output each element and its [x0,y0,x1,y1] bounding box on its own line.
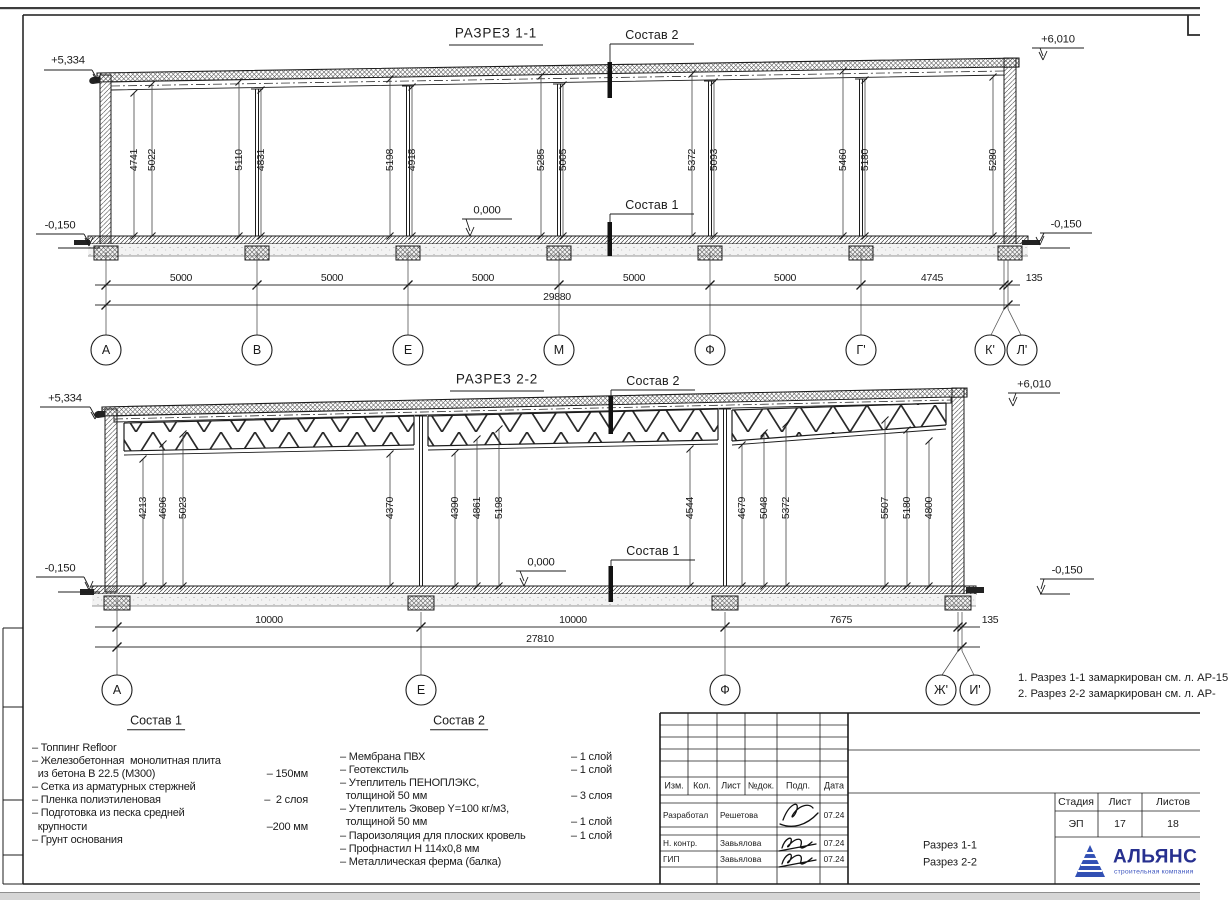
spec-item: – Геотекстиль [340,764,409,777]
titleblock-date: 07.24 [823,837,845,848]
elevation-label: -0,150 [1051,564,1083,577]
spec-value: –200 мм [266,820,308,833]
dim-label: 4213 [137,496,149,520]
dim-label: 5198 [384,148,396,172]
spec-item: – Профнастил Н 114х0,8 мм [340,842,480,855]
dim-label: 10000 [559,613,587,626]
dim-total-label: 27810 [526,632,554,645]
dim-label: 4741 [128,148,140,172]
axis-bubble-label: В [252,342,262,357]
dim-label: 5000 [622,271,646,284]
dim-label: 5180 [901,496,913,520]
dim-label: 4370 [384,496,396,520]
spec-value: – 1 слой [570,751,612,763]
dim-label: 5093 [708,148,720,172]
axis-bubble-label: А [112,682,122,697]
dim-label: 4831 [255,148,267,172]
dim-label: 5000 [773,271,797,284]
elevation-label: -0,150 [1050,218,1082,231]
elevation-label: +6,010 [1041,33,1075,46]
axis-bubble-label: Е [416,682,426,697]
dim-label: 4745 [920,271,944,284]
sostav2-callout: Состав 2 [625,27,679,42]
dim-label: 5198 [493,496,505,520]
stage-value: 17 [1114,817,1126,830]
spec-item: крупности [32,820,88,833]
dim-label: 7675 [829,613,853,626]
dim-label: 135 [981,613,999,626]
dim-label: 5507 [879,496,891,520]
spec-value: – 150мм [266,768,308,781]
titleblock-col-header: Лист [721,780,741,791]
dim-label: 5180 [859,148,871,172]
titleblock-role: Н. контр. [663,837,698,848]
dim-label: 4544 [684,496,696,520]
sostav1-callout: Состав 1 [625,197,679,212]
axis-bubble-label: Г' [856,342,866,357]
spec2-list [340,751,612,869]
spec-value: – 3 слоя [571,790,612,803]
stage-value: ЭП [1068,817,1084,830]
dim-label: 5000 [320,271,344,284]
titleblock-col-header: Дата [824,780,844,791]
dim-label: 5005 [557,148,569,172]
note-line: 1. Разрез 1-1 замаркирован см. л. АР-15 [1018,672,1228,684]
signature-strokes [779,804,818,867]
axis-bubble-label: Ф [705,342,715,357]
spec-item: толщиной 50 мм [340,790,428,803]
dim-label: 5372 [686,148,698,172]
elevation-label: -0,150 [44,219,76,232]
dim-label: 4918 [406,148,418,172]
spec2-title: Состав 2 [430,714,488,730]
titleblock-date: 07.24 [823,809,845,820]
logo-company-subtitle: строительная компания [1114,868,1194,876]
dim-label: 5000 [471,271,495,284]
spec-item: из бетона В 22.5 (М300) [32,768,156,781]
spec-value: – 1 слой [570,816,612,829]
doc-name-line: Разрез 1-1 [922,839,978,852]
section2-title: РАЗРЕЗ 2-2 [455,371,539,387]
axis-bubble-label: Л' [1016,342,1028,357]
spec-value: – 1 слой [568,829,612,842]
note-line: 2. Разрез 2-2 замаркирован см. л. АР- [1018,688,1216,700]
spec-item: – Мембрана ПВХ [340,751,426,763]
titleblock-col-header: Подп. [786,780,810,791]
spec-item: – Сетка из арматурных стержней [32,781,196,794]
titleblock-role: ГИП [663,853,680,864]
elevation-label: +5,334 [51,54,85,67]
stage-col-header: Лист [1108,795,1132,808]
titleblock-name: Завьялова [720,837,762,848]
titleblock-name: Завьялова [720,853,762,864]
spec-item: – Пароизоляция для плоских кровель [340,829,526,842]
dim-label: 5110 [233,149,245,171]
dim-label: 5280 [987,148,999,172]
dim-label: 4861 [471,496,483,520]
dim-label: 4800 [923,496,935,520]
spec-item: – Подготовка из песка средней [32,807,185,820]
dim-label: 5285 [535,148,547,172]
dim-label: 5023 [177,496,189,520]
logo-pyramid-icon [1075,845,1105,877]
axis-bubble-label: А [101,342,111,357]
sheet-notes [1018,670,1228,702]
dim-label: 4390 [449,496,461,520]
spec-item: – Утеплитель ПЕНОПЛЭКС, [340,777,480,790]
section1-title: РАЗРЕЗ 1-1 [454,25,538,41]
dim-label: 10000 [255,613,283,626]
titleblock-col-header: №док. [747,780,775,791]
spec-value: – 1 слой [570,764,612,777]
spec1-list [32,742,308,847]
axis-bubble-label: М [553,342,565,357]
spec-item: – Топпинг Refloor [32,742,117,754]
spec-item: – Железобетонная монолитная плита [32,755,221,768]
dim-label: 5048 [758,496,770,520]
axis-bubble-label: И' [969,682,981,697]
spec-item: толщиной 50 мм [340,816,428,829]
spec-item: – Грунт основания [32,833,123,846]
spec-item: – Пленка полиэтиленовая [32,794,161,807]
doc-name-line: Разрез 2-2 [922,856,978,869]
elevation-label: 0,000 [473,204,501,217]
axis-bubble-label: Е [403,342,413,357]
spec-value: – 2 слоя [264,794,308,807]
stage-value: 18 [1167,817,1179,830]
titleblock-name: Решетова [720,809,759,820]
titleblock-col-header: Кол. [693,780,711,791]
sostav1-callout: Состав 1 [626,543,680,558]
stage-col-header: Листов [1155,795,1191,808]
dim-total-label: 29880 [543,290,571,303]
dim-label: 4679 [736,496,748,520]
stage-col-header: Стадия [1058,795,1094,808]
elevation-label: +5,334 [48,392,82,405]
spec-item: – Утеплитель Эковер Y=100 кг/м3, [340,803,509,816]
spec-item: – Металлическая ферма (балка) [340,855,502,868]
spec1-title: Состав 1 [127,714,185,730]
elevation-label: +6,010 [1017,378,1051,391]
dim-label: 5372 [780,496,792,520]
elevation-label: -0,150 [44,562,76,575]
axis-bubble-label: К' [985,342,995,357]
titleblock-col-header: Изм. [664,780,684,791]
dim-label: 4696 [157,496,169,520]
sostav2-callout: Состав 2 [626,373,680,388]
dim-label: 135 [1025,271,1043,284]
axis-bubble-label: Ф [720,682,730,697]
dim-label: 5000 [169,271,193,284]
titleblock-date: 07.24 [823,853,845,864]
axis-bubble-label: Ж' [934,682,948,697]
titleblock-role: Разработал [663,809,709,820]
elevation-label: 0,000 [527,556,555,569]
dim-label: 5022 [146,148,158,172]
logo-company-name: АЛЬЯНС [1113,846,1198,868]
dim-label: 5460 [837,148,849,172]
